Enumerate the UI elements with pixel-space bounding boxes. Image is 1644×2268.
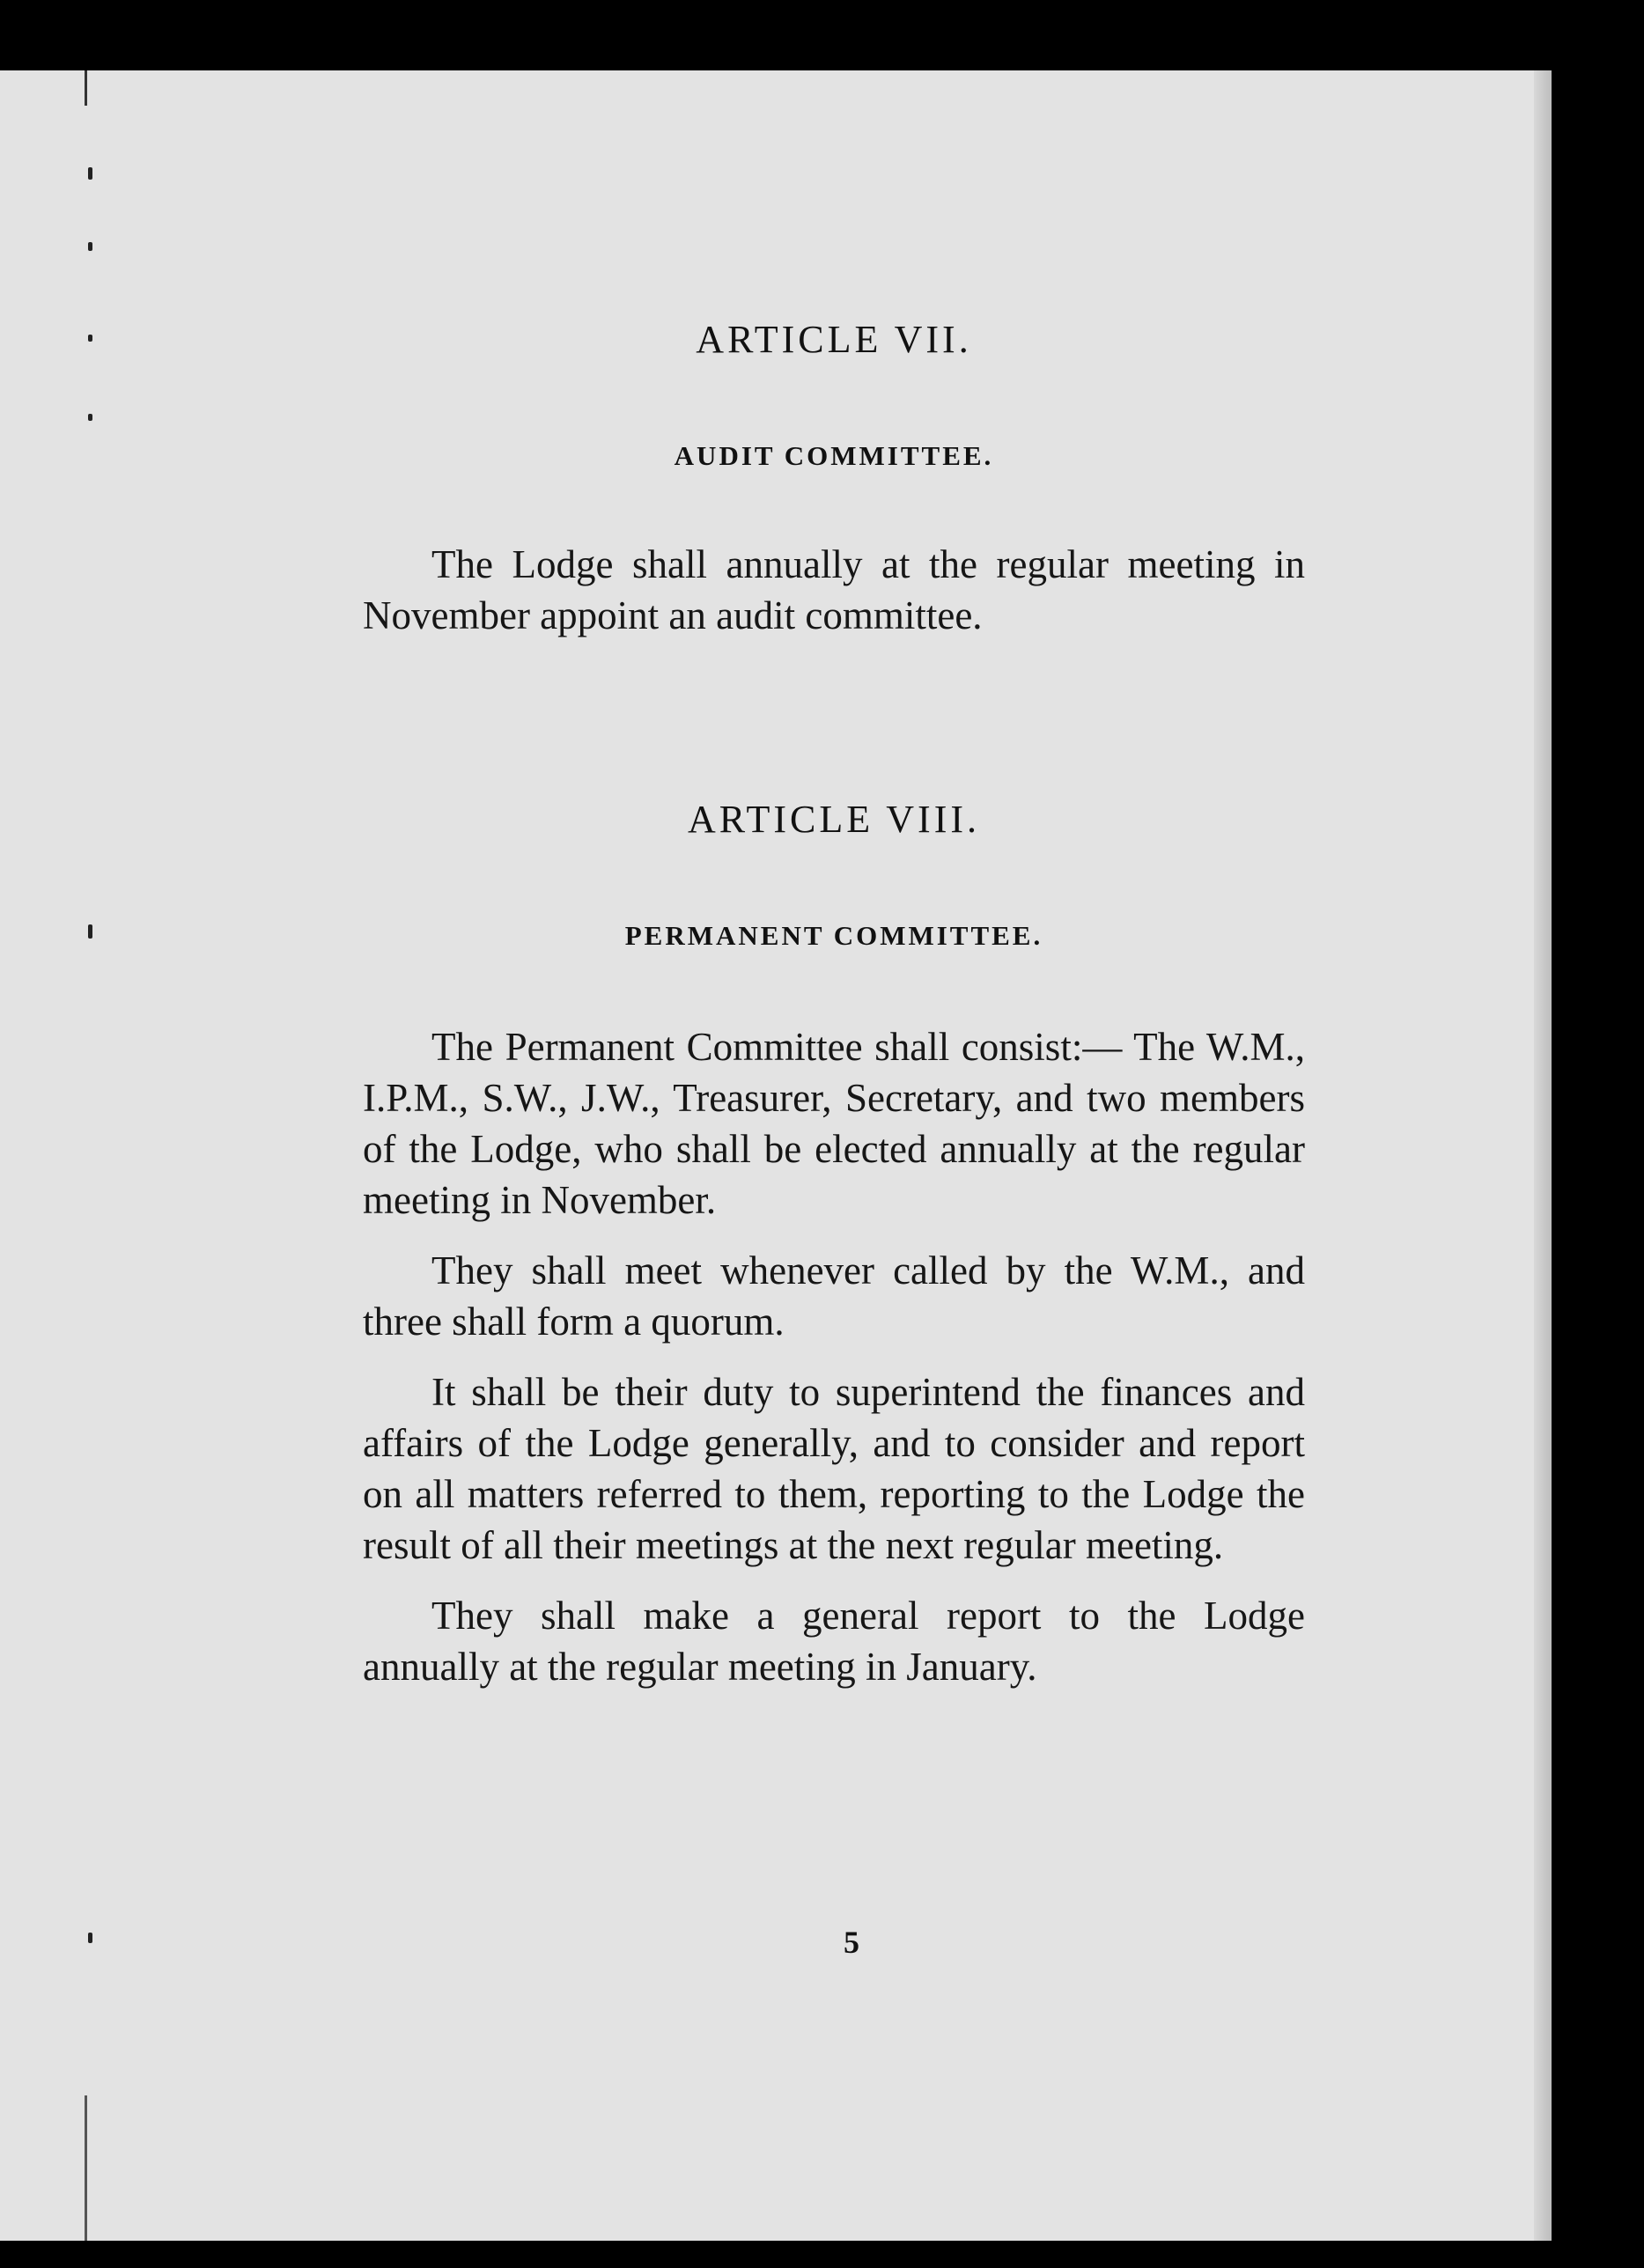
paragraph: It shall be their duty to superintend the finances and affairs of the Lodge generally, and to consider and report on all matters referred to them, reporting to the Lodge the result of all their meetings at the next regular meeting. bbox=[363, 1370, 1305, 1567]
article-viii-subtitle: PERMANENT COMMITTEE. bbox=[624, 920, 1043, 951]
paragraph: They shall meet whenever called by the W.M., and three shall form a quorum. bbox=[363, 1248, 1305, 1344]
paragraph: The Lodge shall annually at the regular meeting in November appoint an audit committee. bbox=[363, 542, 1305, 637]
binding-mark bbox=[88, 1933, 92, 1943]
page-edge bbox=[1534, 70, 1552, 2241]
article-vii-body bbox=[363, 539, 1305, 660]
article-vii-subtitle: AUDIT COMMITTEE. bbox=[674, 440, 994, 471]
binding-mark bbox=[88, 242, 92, 251]
article-viii-title: ARTICLE VIII. bbox=[687, 798, 981, 841]
binding-mark bbox=[88, 924, 92, 939]
binding-mark bbox=[88, 167, 92, 180]
paragraph: The Permanent Committee shall consist:— The W.M., I.P.M., S.W., J.W., Treasurer, Secretary, and two members of the Lodge, who shall be elected annually at the regular meeting in November. bbox=[363, 1025, 1305, 1222]
binding-line bbox=[85, 70, 87, 2241]
page-number: 5 bbox=[844, 1925, 859, 1960]
article-viii-body bbox=[363, 1021, 1305, 1712]
paragraph: They shall make a general report to the Lodge annually at the regular meeting in January. bbox=[363, 1594, 1305, 1689]
binding-mark bbox=[88, 414, 92, 421]
article-vii-title: ARTICLE VII. bbox=[696, 318, 972, 361]
binding-mark bbox=[88, 335, 92, 342]
